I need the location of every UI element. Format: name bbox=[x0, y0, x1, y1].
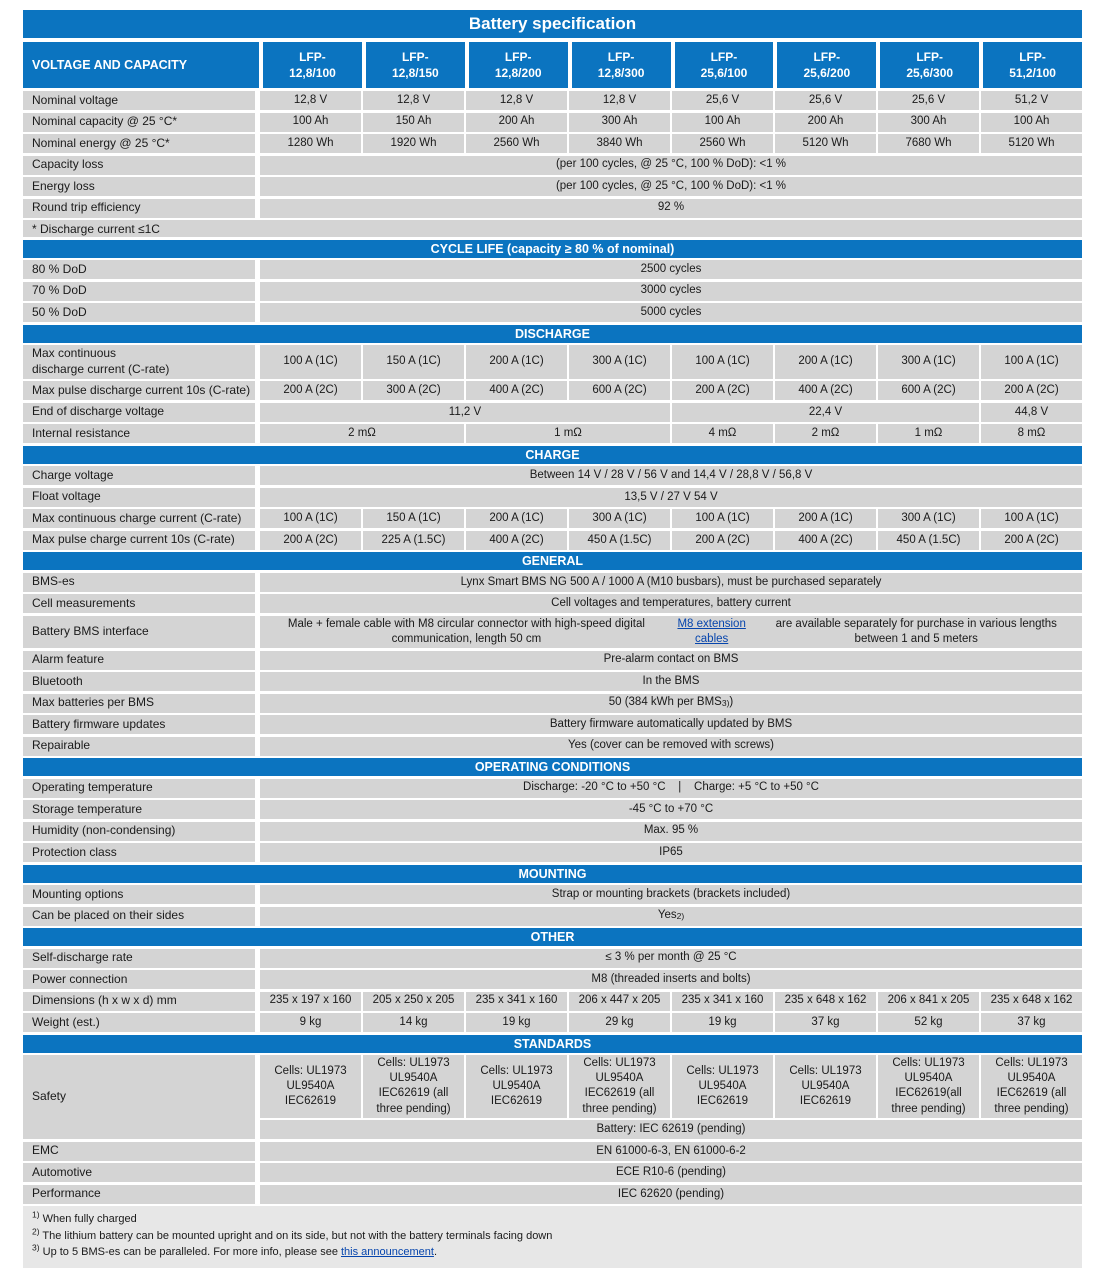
value-cell: 9 kg bbox=[260, 1013, 361, 1032]
value-cell: 200 A (2C) bbox=[672, 531, 773, 550]
row-label: Nominal voltage bbox=[23, 91, 258, 110]
value-cell: 450 A (1.5C) bbox=[569, 531, 670, 550]
row-label: Safety bbox=[23, 1055, 258, 1139]
section-header-charge: CHARGE bbox=[23, 446, 1082, 464]
row-label: Energy loss bbox=[23, 177, 258, 196]
value-cell: (per 100 cycles, @ 25 °C, 100 % DoD): <1 % bbox=[260, 156, 1082, 175]
value-cell: 200 A (1C) bbox=[775, 509, 876, 528]
value-cell: Yes 2) bbox=[260, 907, 1082, 926]
value-cell: Male + female cable with M8 circular connector with high-speed digital communication, length 50 cm M8 extension cables are available separately for purchase in various lengths between 1 and 5 meters bbox=[260, 616, 1082, 648]
value-cell: 225 A (1.5C) bbox=[363, 531, 464, 550]
value-cell: 2 mΩ bbox=[775, 424, 876, 443]
table-title-bar bbox=[23, 10, 1082, 38]
row-label: Mounting options bbox=[23, 885, 258, 904]
row-cell-measurements bbox=[23, 594, 1082, 613]
value-cell: 205 x 250 x 205 bbox=[363, 992, 464, 1011]
row-80-dod bbox=[23, 260, 1082, 279]
value-cell: 1 mΩ bbox=[878, 424, 979, 443]
footnote-1: $^{1)}$ When fully charged bbox=[32, 1209, 137, 1226]
row-battery-bms-interface bbox=[23, 616, 1082, 648]
column-header-25-6-100: LFP- 25,6/100 bbox=[675, 42, 774, 88]
value-cell: 300 Ah bbox=[878, 113, 979, 132]
note-row-discharge-current-1c: * Discharge current ≤1C bbox=[23, 220, 1082, 237]
value-cell: In the BMS bbox=[260, 672, 1082, 691]
row-label: Max pulse charge current 10s (C-rate) bbox=[23, 531, 258, 550]
row-dimensions-h-x-w-x-d-mm bbox=[23, 992, 1082, 1011]
value-cell: 1 mΩ bbox=[466, 424, 670, 443]
value-cell: 200 A (1C) bbox=[466, 345, 567, 379]
value-cell: Battery firmware automatically updated by BMS bbox=[260, 715, 1082, 734]
value-cell: 150 Ah bbox=[363, 113, 464, 132]
row-label: End of discharge voltage bbox=[23, 403, 258, 422]
value-cell: 100 A (1C) bbox=[672, 509, 773, 528]
value-cell: 25,6 V bbox=[775, 91, 876, 110]
value-cell: 19 kg bbox=[466, 1013, 567, 1032]
row-repairable bbox=[23, 737, 1082, 756]
value-cell: 2560 Wh bbox=[466, 134, 567, 153]
value-cell: 200 Ah bbox=[775, 113, 876, 132]
this-announcement-link[interactable]: this announcement bbox=[341, 1246, 434, 1259]
section-header-discharge: DISCHARGE bbox=[23, 325, 1082, 343]
value-cell: 25,6 V bbox=[672, 91, 773, 110]
value-cell: 100 A (1C) bbox=[981, 509, 1082, 528]
value-cell: 200 A (2C) bbox=[981, 531, 1082, 550]
value-cell: 22,4 V bbox=[672, 403, 979, 422]
row-label: Power connection bbox=[23, 970, 258, 989]
value-cell: Max. 95 % bbox=[260, 822, 1082, 841]
row-label: Battery BMS interface bbox=[23, 616, 258, 648]
value-cell: 7680 Wh bbox=[878, 134, 979, 153]
value-cell: 600 A (2C) bbox=[569, 381, 670, 400]
row-label: Dimensions (h x w x d) mm bbox=[23, 992, 258, 1011]
value-cell: 11,2 V bbox=[260, 403, 670, 422]
value-cell: 37 kg bbox=[981, 1013, 1082, 1032]
column-header-25-6-200: LFP- 25,6/200 bbox=[777, 42, 876, 88]
row-label: Float voltage bbox=[23, 488, 258, 507]
row-bms-es bbox=[23, 573, 1082, 592]
value-cell: 100 A (1C) bbox=[260, 345, 361, 379]
row-capacity-loss bbox=[23, 156, 1082, 175]
value-cell: Yes (cover can be removed with screws) bbox=[260, 737, 1082, 756]
value-cell: 12,8 V bbox=[466, 91, 567, 110]
row-power-connection bbox=[23, 970, 1082, 989]
value-cell: 235 x 341 x 160 bbox=[672, 992, 773, 1011]
value-cell: 200 A (2C) bbox=[260, 531, 361, 550]
row-round-trip-efficiency bbox=[23, 199, 1082, 218]
value-cell: Cells: UL1973 UL9540A IEC62619 bbox=[672, 1055, 773, 1118]
value-cell: Cells: UL1973 UL9540A IEC62619 bbox=[260, 1055, 361, 1118]
value-cell: 100 A (1C) bbox=[260, 509, 361, 528]
column-header-12-8-100: LFP- 12,8/100 bbox=[263, 42, 362, 88]
row-float-voltage bbox=[23, 488, 1082, 507]
value-cell: 29 kg bbox=[569, 1013, 670, 1032]
value-cell: 100 Ah bbox=[260, 113, 361, 132]
battery-spec-sheet bbox=[23, 10, 1082, 1268]
column-header-label: VOLTAGE AND CAPACITY bbox=[23, 42, 259, 88]
value-cell: 450 A (1.5C) bbox=[878, 531, 979, 550]
value-cell: 150 A (1C) bbox=[363, 509, 464, 528]
row-label: Charge voltage bbox=[23, 466, 258, 485]
row-max-batteries-per-bms bbox=[23, 694, 1082, 713]
value-cell: 300 A (1C) bbox=[878, 345, 979, 379]
value-cell: 13,5 V / 27 V 54 V bbox=[260, 488, 1082, 507]
row-max-pulse-charge-current-10s-c-rate bbox=[23, 531, 1082, 550]
column-header-12-8-200: LFP- 12,8/200 bbox=[469, 42, 568, 88]
column-header-51-2-100: LFP- 51,2/100 bbox=[983, 42, 1082, 88]
value-cell: 2 mΩ bbox=[260, 424, 464, 443]
section-header-cycle-life: CYCLE LIFE (capacity ≥ 80 % of nominal) bbox=[23, 240, 1082, 258]
row-automotive bbox=[23, 1163, 1082, 1182]
row-self-discharge-rate bbox=[23, 949, 1082, 968]
value-cell: 300 A (2C) bbox=[363, 381, 464, 400]
value-cell: Cells: UL1973 UL9540A IEC62619 (all three pending) bbox=[569, 1055, 670, 1118]
footnote-3: $^{3)}$ Up to 5 BMS-es can be paralleled. For more info, please see this announcement. bbox=[32, 1242, 438, 1259]
value-cell: 2500 cycles bbox=[260, 260, 1082, 279]
row-label: Repairable bbox=[23, 737, 258, 756]
value-cell: 200 A (2C) bbox=[672, 381, 773, 400]
value-cell: Strap or mounting brackets (brackets included) bbox=[260, 885, 1082, 904]
row-weight-est bbox=[23, 1013, 1082, 1032]
value-cell: 1920 Wh bbox=[363, 134, 464, 153]
value-cell: 12,8 V bbox=[363, 91, 464, 110]
row-50-dod bbox=[23, 303, 1082, 322]
value-cell: 3840 Wh bbox=[569, 134, 670, 153]
value-cell: Lynx Smart BMS NG 500 A / 1000 A (M10 busbars), must be purchased separately bbox=[260, 573, 1082, 592]
row-label: 70 % DoD bbox=[23, 282, 258, 301]
value-cell: 235 x 648 x 162 bbox=[775, 992, 876, 1011]
column-header-12-8-150: LFP- 12,8/150 bbox=[366, 42, 465, 88]
section-header-other: OTHER bbox=[23, 928, 1082, 946]
row-label: 50 % DoD bbox=[23, 303, 258, 322]
value-cell: 19 kg bbox=[672, 1013, 773, 1032]
value-cell: 3000 cycles bbox=[260, 282, 1082, 301]
row-label: Self-discharge rate bbox=[23, 949, 258, 968]
value-cell: 8 mΩ bbox=[981, 424, 1082, 443]
value-cell: 52 kg bbox=[878, 1013, 979, 1032]
value-cell: Pre-alarm contact on BMS bbox=[260, 651, 1082, 670]
row-mounting-options bbox=[23, 885, 1082, 904]
section-header-operating-conditions: OPERATING CONDITIONS bbox=[23, 758, 1082, 776]
section-header-standards: STANDARDS bbox=[23, 1035, 1082, 1053]
row-performance bbox=[23, 1185, 1082, 1204]
value-cell: 400 A (2C) bbox=[466, 381, 567, 400]
footnotes bbox=[23, 1206, 1082, 1268]
value-cell: 100 A (1C) bbox=[672, 345, 773, 379]
row-label: Nominal energy @ 25 °C* bbox=[23, 134, 258, 153]
row-label: Max pulse discharge current 10s (C-rate) bbox=[23, 381, 258, 400]
row-charge-voltage bbox=[23, 466, 1082, 485]
row-label: 80 % DoD bbox=[23, 260, 258, 279]
value-cell: 37 kg bbox=[775, 1013, 876, 1032]
value-cell: (per 100 cycles, @ 25 °C, 100 % DoD): <1 % bbox=[260, 177, 1082, 196]
section-header-general: GENERAL bbox=[23, 552, 1082, 570]
row-label: Max continuous discharge current (C-rate) bbox=[23, 345, 258, 379]
row-emc bbox=[23, 1142, 1082, 1161]
row-max-pulse-discharge-current-10s-c-rate bbox=[23, 381, 1082, 400]
row-internal-resistance bbox=[23, 424, 1082, 443]
row-nominal-energy-25-c bbox=[23, 134, 1082, 153]
value-cell: 200 A (2C) bbox=[981, 381, 1082, 400]
value-cell: 25,6 V bbox=[878, 91, 979, 110]
value-cell: 100 Ah bbox=[672, 113, 773, 132]
row-nominal-voltage bbox=[23, 91, 1082, 110]
row-max-continuous-discharge-current-c-rate bbox=[23, 345, 1082, 379]
row-humidity-non-condensing bbox=[23, 822, 1082, 841]
row-label: Max batteries per BMS bbox=[23, 694, 258, 713]
row-operating-temperature bbox=[23, 779, 1082, 798]
value-cell: 12,8 V bbox=[569, 91, 670, 110]
row-safety bbox=[23, 1055, 1082, 1139]
row-label: Cell measurements bbox=[23, 594, 258, 613]
value-cell: 235 x 197 x 160 bbox=[260, 992, 361, 1011]
column-header-row bbox=[23, 42, 1082, 88]
value-cell: Cells: UL1973 UL9540A IEC62619 (all three pending) bbox=[363, 1055, 464, 1118]
row-storage-temperature bbox=[23, 800, 1082, 819]
value-cell: ≤ 3 % per month @ 25 °C bbox=[260, 949, 1082, 968]
value-cell: 400 A (2C) bbox=[775, 381, 876, 400]
value-cell: 2560 Wh bbox=[672, 134, 773, 153]
row-alarm-feature bbox=[23, 651, 1082, 670]
value-cell: Cells: UL1973 UL9540A IEC62619 bbox=[466, 1055, 567, 1118]
value-cell: 235 x 648 x 162 bbox=[981, 992, 1082, 1011]
row-battery-firmware-updates bbox=[23, 715, 1082, 734]
value-subrow-cell: Battery: IEC 62619 (pending) bbox=[260, 1120, 1082, 1139]
value-cell: 300 Ah bbox=[569, 113, 670, 132]
row-protection-class bbox=[23, 843, 1082, 862]
value-cell: 200 A (1C) bbox=[466, 509, 567, 528]
value-cell: 400 A (2C) bbox=[775, 531, 876, 550]
row-label: Max continuous charge current (C-rate) bbox=[23, 509, 258, 528]
value-cell: 14 kg bbox=[363, 1013, 464, 1032]
column-header-25-6-300: LFP- 25,6/300 bbox=[880, 42, 979, 88]
value-cell: 5120 Wh bbox=[981, 134, 1082, 153]
value-cell: 100 A (1C) bbox=[981, 345, 1082, 379]
value-cell: 1280 Wh bbox=[260, 134, 361, 153]
value-cell: Cell voltages and temperatures, battery current bbox=[260, 594, 1082, 613]
value-cell: IP65 bbox=[260, 843, 1082, 862]
row-label: Protection class bbox=[23, 843, 258, 862]
row-label: BMS-es bbox=[23, 573, 258, 592]
row-energy-loss bbox=[23, 177, 1082, 196]
value-cell: M8 (threaded inserts and bolts) bbox=[260, 970, 1082, 989]
row-label: Capacity loss bbox=[23, 156, 258, 175]
value-cell: 92 % bbox=[260, 199, 1082, 218]
row-label: Round trip efficiency bbox=[23, 199, 258, 218]
value-cell: Cells: UL1973 UL9540A IEC62619(all three pending) bbox=[878, 1055, 979, 1118]
value-cell: 200 A (1C) bbox=[775, 345, 876, 379]
value-cell: IEC 62620 (pending) bbox=[260, 1185, 1082, 1204]
footnote-2: $^{2)}$ The lithium battery can be mounted upright and on its side, but not with the battery terminals facing down bbox=[32, 1226, 553, 1242]
value-cell: 206 x 841 x 205 bbox=[878, 992, 979, 1011]
value-cell: 50 (384 kWh per BMS 3) ) bbox=[260, 694, 1082, 713]
value-cell: 200 A (2C) bbox=[260, 381, 361, 400]
value-cell: -45 °C to +70 °C bbox=[260, 800, 1082, 819]
row-label: Performance bbox=[23, 1185, 258, 1204]
column-header-12-8-300: LFP- 12,8/300 bbox=[572, 42, 671, 88]
row-label: Nominal capacity @ 25 °C* bbox=[23, 113, 258, 132]
value-cell: ECE R10-6 (pending) bbox=[260, 1163, 1082, 1182]
value-cell: 4 mΩ bbox=[672, 424, 773, 443]
row-label: Alarm feature bbox=[23, 651, 258, 670]
value-cell: 200 Ah bbox=[466, 113, 567, 132]
value-cell: 12,8 V bbox=[260, 91, 361, 110]
value-cell: 5120 Wh bbox=[775, 134, 876, 153]
row-label: Humidity (non-condensing) bbox=[23, 822, 258, 841]
table-title: Battery specification bbox=[468, 14, 637, 33]
row-end-of-discharge-voltage bbox=[23, 403, 1082, 422]
row-label: Storage temperature bbox=[23, 800, 258, 819]
value-cell: Discharge: -20 °C to +50 °C | Charge: +5 °C to +50 °C bbox=[260, 779, 1082, 798]
value-cell: Cells: UL1973 UL9540A IEC62619 bbox=[775, 1055, 876, 1118]
row-label: Battery firmware updates bbox=[23, 715, 258, 734]
value-cell: 44,8 V bbox=[981, 403, 1082, 422]
row-bluetooth bbox=[23, 672, 1082, 691]
value-cell: Cells: UL1973 UL9540A IEC62619 (all three pending) bbox=[981, 1055, 1082, 1118]
row-label: Bluetooth bbox=[23, 672, 258, 691]
row-label: Weight (est.) bbox=[23, 1013, 258, 1032]
row-label: EMC bbox=[23, 1142, 258, 1161]
row-label: Operating temperature bbox=[23, 779, 258, 798]
value-cell: 150 A (1C) bbox=[363, 345, 464, 379]
row-label: Can be placed on their sides bbox=[23, 907, 258, 926]
value-cell: 600 A (2C) bbox=[878, 381, 979, 400]
value-cell: 51,2 V bbox=[981, 91, 1082, 110]
spec-table-body bbox=[23, 91, 1082, 1204]
m8-extension-cables-link[interactable]: M8 extension cables bbox=[677, 617, 746, 645]
value-cell: 400 A (2C) bbox=[466, 531, 567, 550]
value-cell: 300 A (1C) bbox=[878, 509, 979, 528]
value-cell: 300 A (1C) bbox=[569, 345, 670, 379]
section-header-mounting: MOUNTING bbox=[23, 865, 1082, 883]
row-label: Internal resistance bbox=[23, 424, 258, 443]
row-nominal-capacity-25-c bbox=[23, 113, 1082, 132]
value-cell: 300 A (1C) bbox=[569, 509, 670, 528]
row-70-dod bbox=[23, 282, 1082, 301]
value-cell: EN 61000-6-3, EN 61000-6-2 bbox=[260, 1142, 1082, 1161]
value-cell: 5000 cycles bbox=[260, 303, 1082, 322]
value-cell: 100 Ah bbox=[981, 113, 1082, 132]
value-cell: Between 14 V / 28 V / 56 V and 14,4 V / 28,8 V / 56,8 V bbox=[260, 466, 1082, 485]
value-cell: 206 x 447 x 205 bbox=[569, 992, 670, 1011]
row-label: Automotive bbox=[23, 1163, 258, 1182]
value-cell: 235 x 341 x 160 bbox=[466, 992, 567, 1011]
row-max-continuous-charge-current-c-rate bbox=[23, 509, 1082, 528]
row-can-be-placed-on-their-sides bbox=[23, 907, 1082, 926]
